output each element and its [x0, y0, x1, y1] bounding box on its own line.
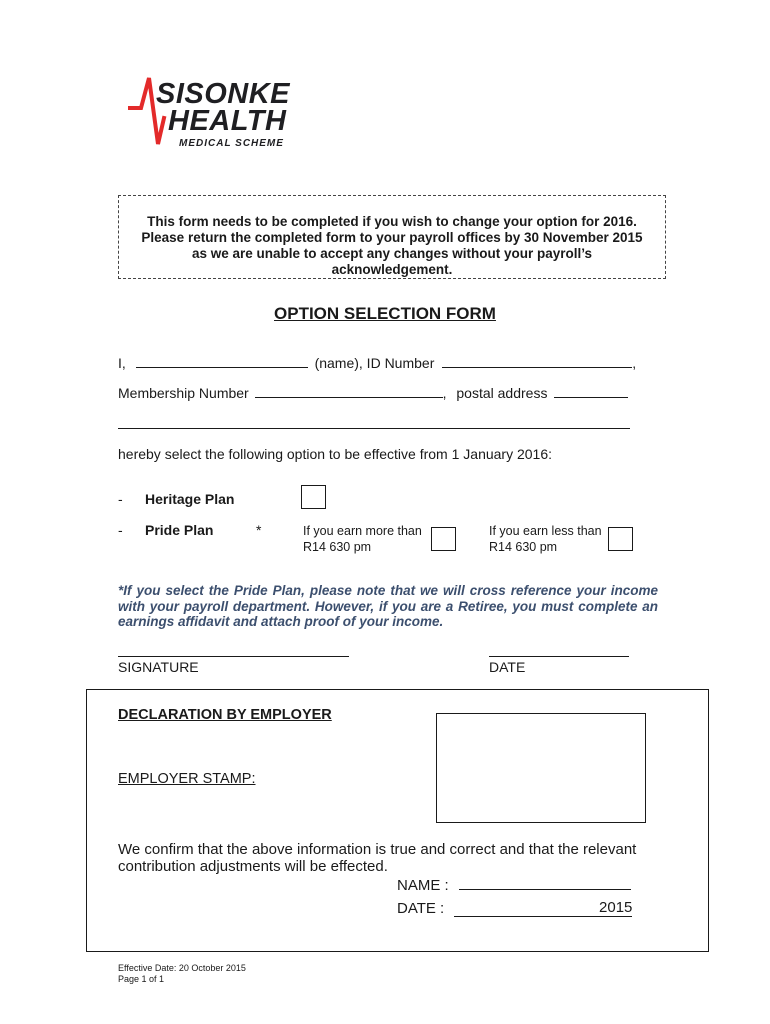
dash: -: [118, 522, 123, 538]
notice-box: [118, 195, 666, 279]
employer-name-row: [397, 874, 631, 894]
logo-medical-scheme: MEDICAL SCHEME: [179, 138, 284, 149]
id-number-field[interactable]: [442, 353, 632, 368]
i-label: I,: [118, 355, 126, 371]
employer-stamp-area[interactable]: [436, 713, 646, 823]
signature-line[interactable]: [118, 656, 349, 657]
select-option-text: hereby select the following option to be effective from 1 January 2016:: [118, 446, 553, 462]
comma: ,: [442, 385, 447, 401]
page-number: Page 1 of 1: [118, 974, 165, 984]
name-row: [118, 353, 636, 371]
date-label: DATE: [489, 659, 526, 675]
earn-less-line: R14 630 pm: [489, 540, 558, 554]
postal-address-line2[interactable]: [118, 428, 630, 429]
heritage-plan-checkbox[interactable]: [301, 485, 326, 509]
earn-more-text: [303, 523, 422, 555]
membership-label: Membership Number: [118, 385, 249, 401]
notice-line: Please return the completed form to your payroll offices by 30 November 2015: [141, 230, 643, 245]
earn-less-line: If you earn less than: [489, 524, 602, 538]
employer-name-field[interactable]: [459, 874, 631, 890]
notice-line: This form needs to be completed if you wish to change your option for 2016.: [147, 214, 637, 229]
employer-date-label: DATE :: [397, 900, 445, 917]
pride-plan-note: *If you select the Pride Plan, please note that we will cross reference your income with your payroll department. However, if you are a Retiree, you must complete an earnings affidavit and attach proof of your income.: [118, 583, 658, 629]
employer-date-row: [397, 900, 632, 917]
dash: -: [118, 491, 123, 507]
name-id-label: (name), ID Number: [314, 355, 435, 371]
membership-number-field[interactable]: [255, 383, 443, 398]
postal-address-label: postal address: [456, 385, 548, 401]
postal-address-field[interactable]: [554, 383, 628, 398]
earn-more-line: R14 630 pm: [303, 540, 372, 554]
heritage-plan-label: Heritage Plan: [145, 491, 235, 507]
employer-stamp-label: EMPLOYER STAMP:: [118, 771, 256, 787]
earn-more-line: If you earn more than: [303, 524, 422, 538]
employer-date-field[interactable]: [454, 900, 632, 917]
pride-asterisk: *: [256, 522, 262, 538]
notice-line: acknowledgement.: [331, 262, 453, 277]
pride-plan-label: Pride Plan: [145, 522, 214, 538]
signature-label: SIGNATURE: [118, 659, 199, 675]
declaration-title: DECLARATION BY EMPLOYER: [118, 707, 332, 723]
logo: [128, 74, 298, 158]
date-line[interactable]: [489, 656, 629, 657]
notice-line: as we are unable to accept any changes without your payroll’s: [191, 246, 593, 261]
employer-name-label: NAME :: [397, 877, 449, 894]
membership-row: [118, 383, 628, 401]
form-title: OPTION SELECTION FORM: [274, 304, 496, 323]
effective-date: Effective Date: 20 October 2015: [118, 963, 246, 973]
pride-earn-more-checkbox[interactable]: [431, 527, 456, 551]
confirmation-line: contribution adjustments will be effected.: [118, 858, 388, 875]
footer: [118, 963, 246, 985]
confirmation-text: [118, 841, 636, 875]
logo-sisonke: SISONKE: [156, 78, 291, 110]
comma: ,: [632, 355, 637, 371]
confirmation-line: We confirm that the above information is true and correct and that the relevant: [118, 841, 637, 858]
earn-less-text: [489, 523, 602, 555]
logo-health: HEALTH: [168, 105, 287, 137]
date-year: 2015: [599, 899, 633, 916]
pride-earn-less-checkbox[interactable]: [608, 527, 633, 551]
name-field[interactable]: [136, 353, 308, 368]
